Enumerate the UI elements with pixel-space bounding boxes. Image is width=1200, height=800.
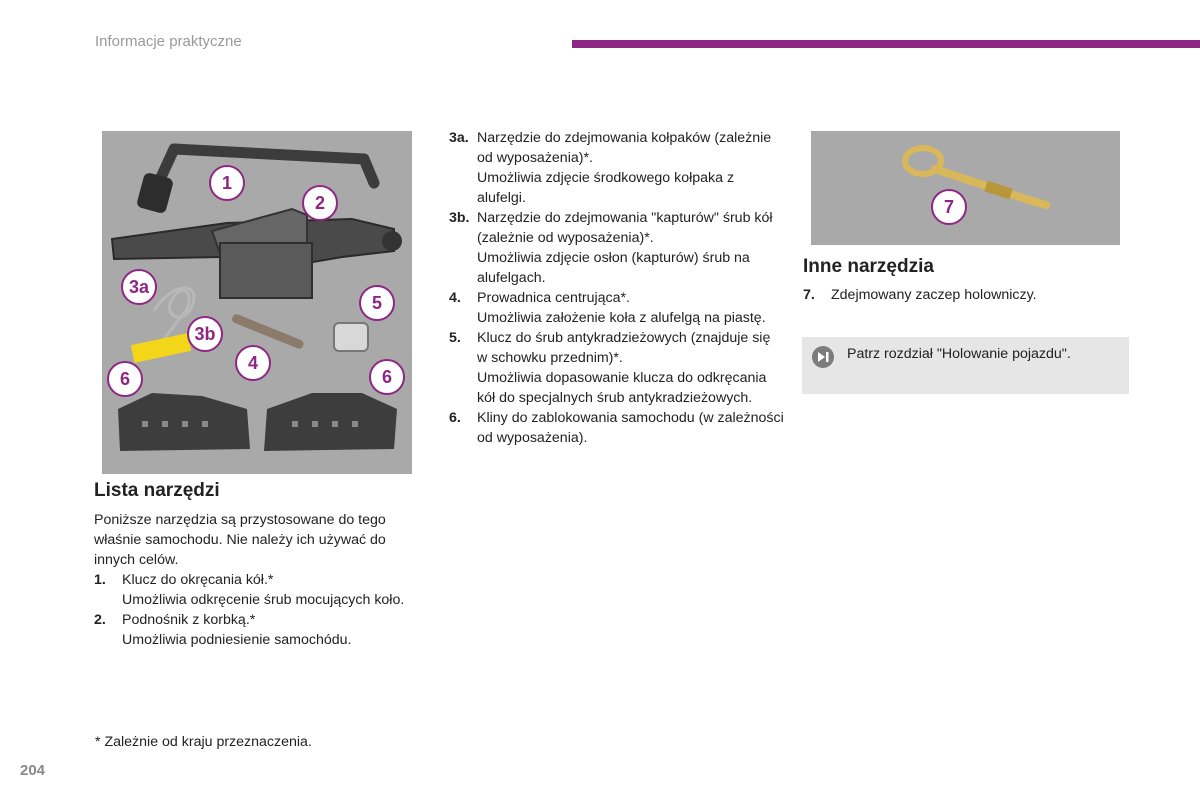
tools-list-continued xyxy=(449,128,784,448)
item-line: Klucz do okręcania kół.* xyxy=(122,572,274,588)
list-item xyxy=(449,128,784,208)
badge-6-right xyxy=(370,360,404,394)
section-title-tools-list: Lista narzędzi xyxy=(94,480,220,501)
item-line: Umożliwia odkręcenie śrub mocujących koło. xyxy=(122,592,405,608)
header-title: Informacje praktyczne xyxy=(95,33,242,50)
reference-note xyxy=(802,337,1129,394)
badge-3b xyxy=(188,317,222,351)
item-line: Zdejmowany zaczep holowniczy. xyxy=(831,287,1037,303)
list-item xyxy=(449,208,784,288)
item-number: 4. xyxy=(449,290,461,306)
badge-6-left xyxy=(108,362,142,396)
item-line: Umożliwia założenie koła z alufelgą na piastę. xyxy=(477,310,766,326)
item-number: 6. xyxy=(449,410,461,426)
tools-illustration xyxy=(102,131,412,474)
intro-paragraph: Poniższe narzędzia są przystosowane do tego właśnie samochodu. Nie należy ich używać do innych celów. xyxy=(94,512,386,568)
list-item xyxy=(94,570,424,610)
item-line: Umożliwia dopasowanie klucza do odkręcania kół do specjalnych śrub antykradzieżowych. xyxy=(477,370,767,406)
page-number: 204 xyxy=(20,762,46,779)
item-line: Umożliwia podniesienie samochódu. xyxy=(122,632,352,648)
svg-text:3a: 3a xyxy=(128,277,150,297)
svg-text:3b: 3b xyxy=(194,324,216,344)
svg-text:1: 1 xyxy=(221,173,233,193)
badge-7 xyxy=(932,190,966,224)
svg-text:4: 4 xyxy=(247,353,259,373)
badge-4 xyxy=(236,346,270,380)
item-number: 1. xyxy=(94,572,106,588)
svg-text:6: 6 xyxy=(381,367,393,387)
item-line: Narzędzie do zdejmowania kołpaków (zależnie od wyposażenia)*. xyxy=(477,130,772,166)
section-title-other-tools: Inne narzędzia xyxy=(803,256,934,277)
item-number: 5. xyxy=(449,330,461,346)
svg-text:2: 2 xyxy=(314,193,326,213)
item-line: Klucz do śrub antykradzieżowych (znajduje się w schowku przednim)*. xyxy=(477,330,771,366)
badge-5 xyxy=(360,286,394,320)
item-line: Umożliwia zdjęcie środkowego kołpaka z alufelgi. xyxy=(477,170,735,206)
item-line: Umożliwia zdjęcie osłon (kapturów) śrub na alufelgach. xyxy=(477,250,750,286)
list-item xyxy=(803,285,1133,305)
badge-2 xyxy=(303,186,337,220)
towing-eye-photo xyxy=(811,131,1120,245)
item-line: Podnośnik z korbką.* xyxy=(122,612,256,628)
list-item xyxy=(449,408,784,448)
svg-text:6: 6 xyxy=(119,369,131,389)
list-item xyxy=(449,328,784,408)
item-number: 2. xyxy=(94,612,106,628)
antitheft-key-icon xyxy=(334,323,368,351)
item-line: Narzędzie do zdejmowania "kapturów" śrub kół (zależnie od wyposażenia)*. xyxy=(477,210,773,246)
skip-forward-icon xyxy=(812,346,834,368)
svg-text:7: 7 xyxy=(943,197,955,217)
badge-3a xyxy=(122,270,156,304)
svg-text:5: 5 xyxy=(371,293,383,313)
footnote: * Zależnie od kraju przeznaczenia. xyxy=(95,734,312,750)
header-accent-bar xyxy=(572,40,1200,48)
list-item xyxy=(94,610,424,650)
tools-list-section xyxy=(94,510,424,650)
note-text: Patrz rozdział "Holowanie pojazdu". xyxy=(847,346,1071,362)
item-line: Kliny do zablokowania samochodu (w zależności od wyposażenia). xyxy=(477,410,784,446)
item-number: 3b. xyxy=(449,210,470,226)
item-number: 7. xyxy=(803,287,815,303)
towing-eye-illustration xyxy=(811,131,1120,245)
tools-photo xyxy=(102,131,412,474)
other-tools-section xyxy=(803,285,1133,305)
item-number: 3a. xyxy=(449,130,469,146)
list-item xyxy=(449,288,784,328)
item-line: Prowadnica centrująca*. xyxy=(477,290,630,306)
badge-1 xyxy=(210,166,244,200)
